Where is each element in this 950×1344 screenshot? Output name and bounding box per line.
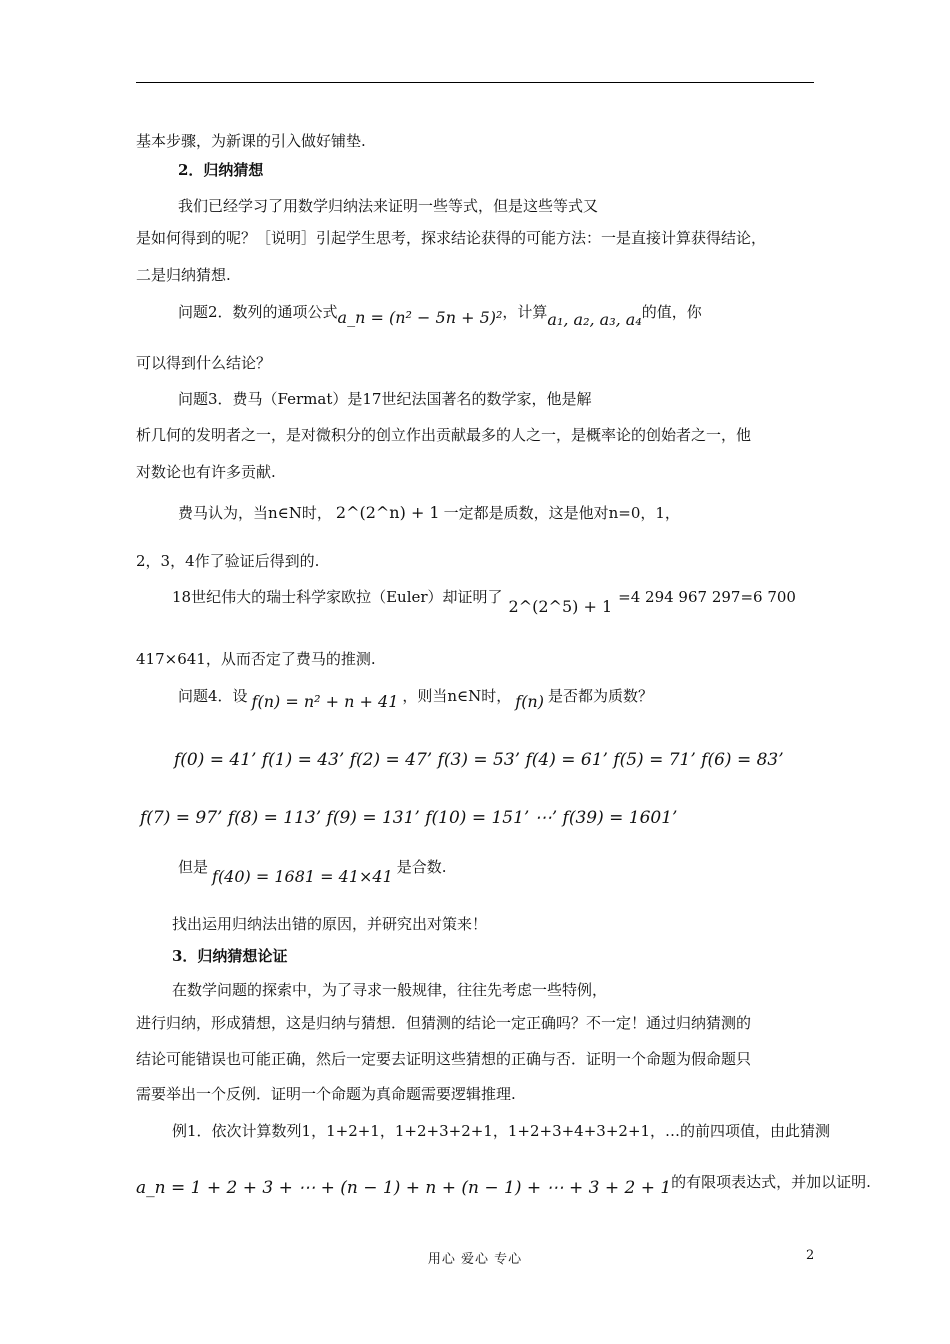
values-line-1: f(0) = 41’ f(1) = 43’ f(2) = 47’ f(3) = 53’ f(4) = 61’ f(5) = 71’ f(6) = 83’ [174, 750, 784, 770]
formula: a_n = 1 + 2 + 3 + ⋯ + (n − 1) + n + (n − 1) + ⋯ + 3 + 2 + 1 [136, 1178, 672, 1198]
text-line: 我们已经学习了用数学归纳法来证明一些等式，但是这些等式又 [178, 197, 599, 215]
text-line: 进行归纳，形成猜想，这是归纳与猜想．但猜测的结论一定正确吗？不一定！通过归纳猜测的 [136, 1014, 752, 1032]
composite-line [178, 857, 447, 886]
text-line: 例1．依次计算数列1，1+2+1，1+2+3+2+1，1+2+3+4+3+2+1，…的前四项值，由此猜测 [172, 1122, 831, 1140]
text-line: 2，3，4作了验证后得到的. [136, 552, 320, 570]
formula: 2^(2^5) + 1 [508, 597, 613, 616]
text-span: 18世纪伟大的瑞士科学家欧拉（Euler）却证明了 [172, 588, 503, 606]
euler-line [172, 587, 796, 616]
text-span: 的有限项表达式，并加以证明. [671, 1173, 871, 1191]
text-line: 找出运用归纳法出错的原因，并研究出对策来！ [172, 915, 488, 933]
fermat-line [178, 503, 680, 523]
section-heading: 3．归纳猜想论证 [172, 947, 288, 965]
formula: f(n) = n² + n + 41 [251, 692, 399, 711]
page-footer: 用心 爱心 专心 [427, 1252, 523, 1267]
text-line: 析几何的发明者之一，是对微积分的创立作出贡献最多的人之一，是概率论的创始者之一，他 [136, 426, 752, 444]
text-line: 结论可能错误也可能正确，然后一定要去证明这些猜想的正确与否．证明一个命题为假命题只 [136, 1050, 752, 1068]
text-line: 基本步骤，为新课的引入做好铺垫. [136, 132, 366, 150]
page-number: 2 [806, 1248, 815, 1263]
formula: f(40) = 1681 = 41×41 [212, 867, 393, 886]
example-formula-line [136, 1172, 871, 1198]
text-line: 二是归纳猜想. [136, 266, 231, 284]
header-rule [136, 82, 814, 83]
text-span: 是合数. [396, 858, 447, 876]
text-line: 在数学问题的探索中，为了寻求一般规律，往往先考虑一些特例， [172, 981, 608, 999]
text-span: ，则当n∈N时， [402, 687, 512, 705]
text-line: 对数论也有许多贡献. [136, 463, 276, 481]
text-span: 问题2．数列的通项公式 [178, 303, 338, 321]
text-line: 问题3．费马（Fermat）是17世纪法国著名的数学家，他是解 [178, 390, 592, 408]
text-span: 的值，你 [641, 303, 702, 321]
formula: 2^(2^n) + 1 [335, 503, 440, 522]
text-line: 可以得到什么结论？ [136, 354, 272, 372]
question-2-line [178, 302, 702, 329]
section-heading: 2．归纳猜想 [178, 161, 264, 179]
formula: a₁, a₂, a₃, a₄ [547, 310, 642, 329]
text-line: 417×641，从而否定了费马的推测. [136, 650, 376, 668]
text-span: ，计算 [502, 303, 548, 321]
text-span: 问题4．设 [178, 687, 248, 705]
formula: a_n = (n² − 5n + 5)² [337, 308, 503, 327]
text-line: 需要举出一个反例．证明一个命题为真命题需要逻辑推理. [136, 1085, 516, 1103]
text-span: 费马认为，当n∈N时， [178, 504, 332, 522]
text-span: 但是 [178, 858, 209, 876]
question-4-line [178, 686, 653, 711]
formula: f(n) [515, 692, 544, 711]
text-span: =4 294 967 297=6 700 [618, 588, 796, 606]
values-line-2: f(7) = 97’ f(8) = 113’ f(9) = 131’ f(10) = 151’ ⋯’ f(39) = 1601’ [140, 808, 678, 828]
text-span: 一定都是质数，这是他对n=0，1， [443, 504, 680, 522]
text-span: 是否都为质数？ [547, 687, 653, 705]
text-line: 是如何得到的呢？［说明］引起学生思考，探求结论获得的可能方法：一是直接计算获得结论， [136, 229, 767, 247]
